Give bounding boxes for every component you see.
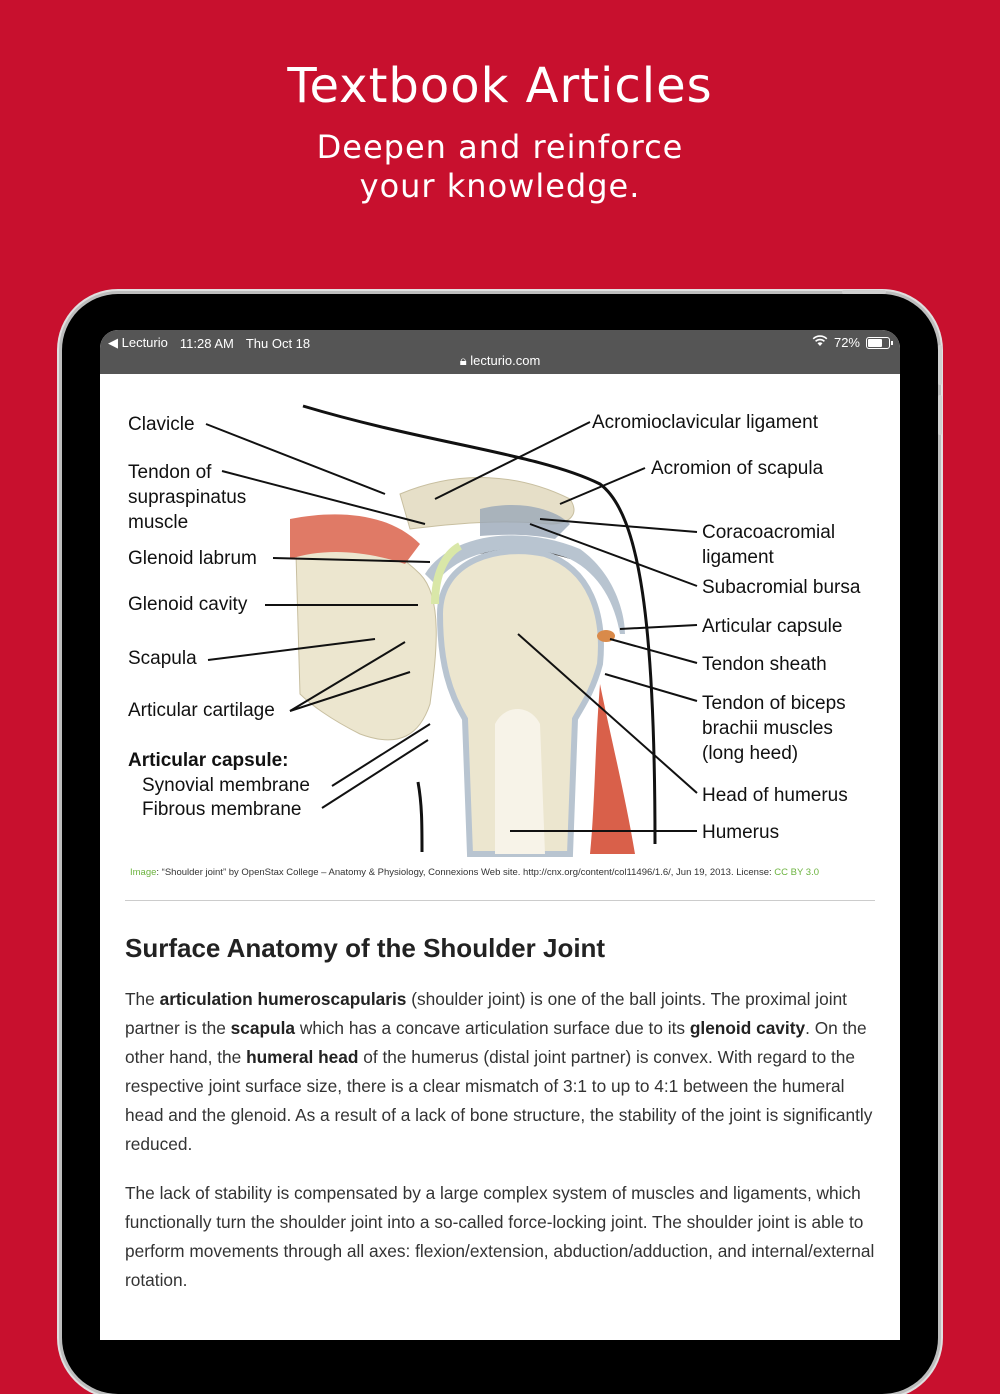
label-glenoid-cavity: Glenoid cavity — [128, 594, 248, 615]
label-articular-cartilage: Articular cartilage — [128, 700, 275, 721]
medullary-cavity-shape — [495, 709, 545, 854]
p1-bold-3: glenoid cavity — [689, 1018, 806, 1038]
label-synovial-membrane: Synovial membrane — [142, 775, 310, 796]
label-tendon-supraspinatus-1: Tendon of — [128, 462, 212, 483]
label-tendon-biceps-2: brachii muscles — [702, 718, 833, 739]
p1-text-2: (shoulder joint) is one of the ball joints. The proximal joint partner is the — [125, 989, 847, 1038]
p1-text-1: The — [125, 989, 160, 1009]
label-humerus: Humerus — [702, 822, 780, 843]
back-to-app-link[interactable]: ◀ Lecturio — [108, 335, 168, 350]
article-title: Surface Anatomy of the Shoulder Joint — [125, 933, 606, 963]
p1-text-5: of the humerus (distal joint partner) is convex. With regard to the respective joint surface size, there is a clear mismatch of 3:1 to up to 4:1 between the humeral head and the glenoid. As a result of a lack of bone structure, the stability of the joint is significantly reduced. — [125, 1047, 873, 1154]
caption-license-link[interactable]: CC BY 3.0 — [774, 867, 819, 878]
label-clavicle: Clavicle — [128, 414, 195, 435]
hero-subtitle-line1: Deepen and reinforce — [316, 128, 684, 166]
label-acromion-of-scapula: Acromion of scapula — [651, 458, 824, 479]
battery-icon — [866, 337, 890, 349]
arm-outline-left — [418, 782, 422, 852]
label-fibrous-membrane: Fibrous membrane — [142, 799, 302, 820]
p1-bold-2: scapula — [230, 1018, 296, 1038]
label-tendon-sheath: Tendon sheath — [702, 654, 827, 675]
label-tendon-supraspinatus-2: supraspinatus — [128, 487, 247, 508]
label-tendon-supraspinatus-3: muscle — [128, 512, 189, 533]
url-text: lecturio.com — [470, 353, 541, 368]
caption-text: : “Shoulder joint” by OpenStax College – Anatomy & Physiology, Connexions Web site. http://cnx.org/content/col11496/1.6/, Jun 19, 2013. License: — [156, 867, 775, 878]
tablet-screen — [100, 330, 900, 1340]
label-acromioclavicular-ligament: Acromioclavicular ligament — [592, 412, 818, 433]
label-tendon-biceps-3: (long heed) — [702, 743, 799, 764]
p1-bold-1: articulation humeroscapularis — [159, 989, 407, 1009]
image-caption — [130, 867, 890, 878]
biceps-muscle-shape — [590, 684, 635, 854]
article-paragraph-2: The lack of stability is compensated by a large complex system of muscles and ligaments, which functionally turn the shoulder joint into a so-called force-locking joint. The shoulder joint is able to perform movements through all axes: flexion/extension, abduction/adduction, and internal/external rotation. — [125, 1183, 875, 1290]
shoulder-joint-figure — [100, 374, 900, 864]
status-bar — [100, 330, 900, 374]
lock-icon: 🔒︎ — [459, 353, 467, 368]
label-head-of-humerus: Head of humerus — [702, 785, 848, 806]
label-coracoacromial-ligament-2: ligament — [702, 547, 774, 568]
battery-percent: 72% — [833, 335, 860, 350]
hero-subtitle-line2: your knowledge. — [359, 167, 641, 205]
hero-title: Textbook Articles — [287, 58, 713, 114]
label-articular-capsule-heading: Articular capsule: — [128, 750, 289, 771]
p1-text-3: which has a concave articulation surface due to its — [295, 1018, 690, 1038]
p1-text-4: . On the other hand, the — [125, 1018, 867, 1067]
device-volume-down-button — [938, 395, 942, 435]
device-top-button — [842, 290, 886, 294]
hero-subtitle — [0, 128, 1000, 206]
label-subacromial-bursa: Subacromial bursa — [702, 577, 861, 598]
shoulder-joint-diagram — [100, 374, 900, 864]
status-time: 11:28 AM — [179, 335, 234, 351]
device-volume-up-button — [938, 345, 942, 385]
p1-bold-4: humeral head — [246, 1047, 359, 1067]
caption-image-link[interactable]: Image — [130, 867, 157, 878]
divider — [125, 900, 875, 901]
label-scapula: Scapula — [128, 648, 197, 669]
label-glenoid-labrum: Glenoid labrum — [128, 548, 257, 569]
label-coracoacromial-ligament-1: Coracoacromial — [702, 522, 836, 543]
wifi-icon — [812, 335, 828, 350]
url-bar[interactable] — [100, 353, 900, 369]
label-articular-capsule: Articular capsule — [702, 616, 843, 637]
status-date: Thu Oct 18 — [245, 335, 311, 351]
article-paragraph-1 — [125, 985, 875, 1159]
label-tendon-biceps-1: Tendon of biceps — [702, 693, 846, 714]
